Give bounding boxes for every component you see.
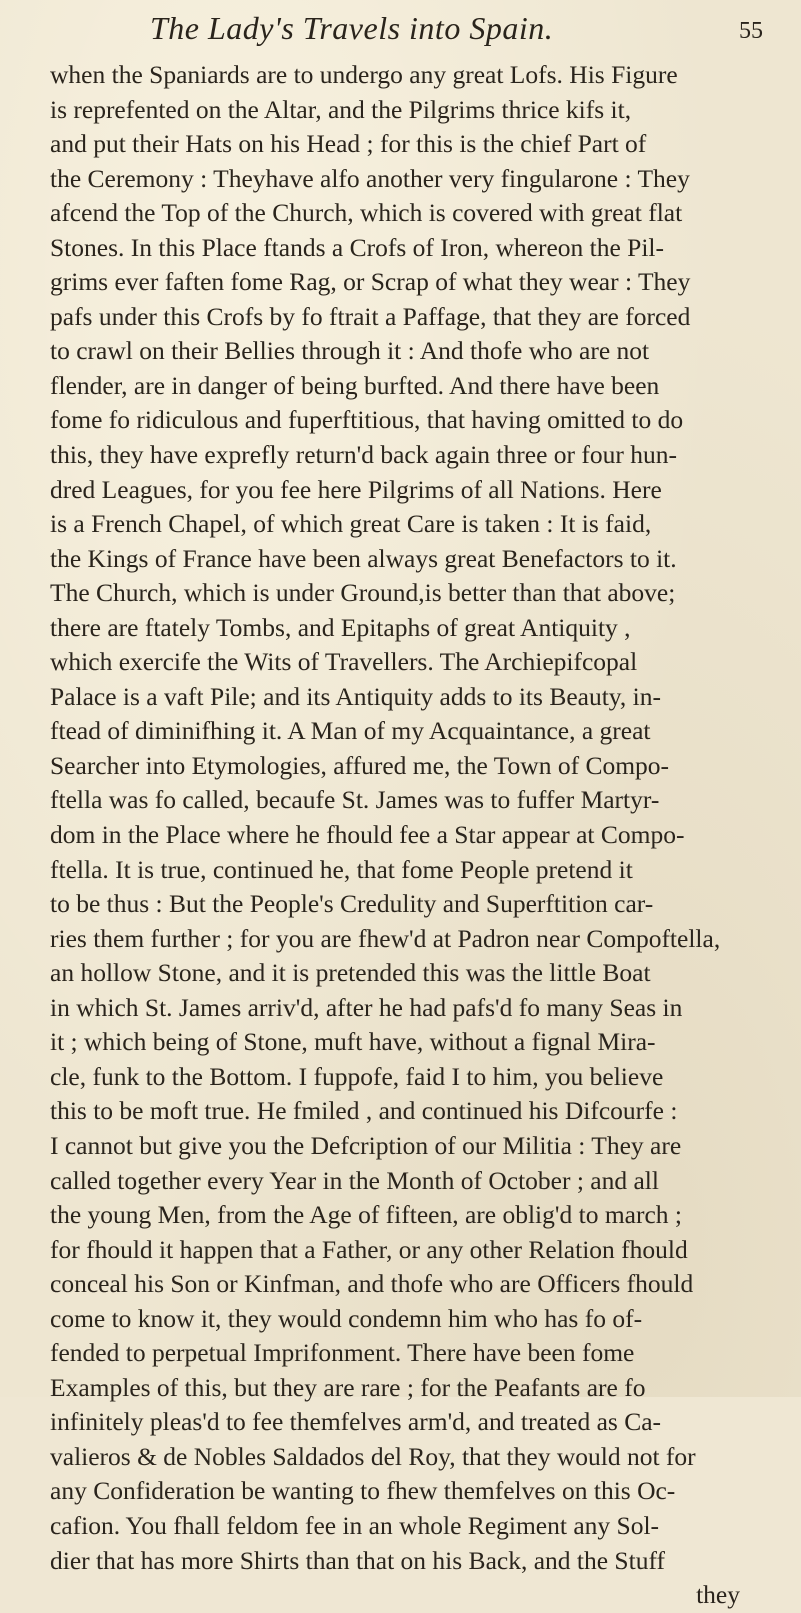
text-line: dred Leagues, for you fee here Pilgrims of all Nations. Here [50, 474, 662, 504]
text-line: grims ever faften fome Rag, or Scrap of what they wear : They [50, 267, 691, 297]
text-line: and put their Hats on his Head ; for this is the chief Part of [50, 129, 647, 159]
text-line: fended to perpetual Imprifonment. There have been fome [50, 1338, 635, 1368]
text-line: this, they have exprefly return'd back again three or four hun- [50, 440, 677, 470]
body-text [50, 58, 772, 1613]
text-line: afcend the Top of the Church, which is covered with great flat [50, 198, 683, 228]
text-line: any Confideration be wanting to fhew themfelves on this Oc- [50, 1476, 676, 1506]
text-line: for fhould it happen that a Father, or any other Relation fhould [50, 1234, 688, 1264]
text-line: pafs under this Crofs by fo ftrait a Paffage, that they are forced [50, 301, 691, 331]
text-line: the young Men, from the Age of fifteen, are oblig'd to march ; [50, 1200, 682, 1230]
text-line: ries them further ; for you are fhew'd at Padron near Compoftella, [50, 923, 721, 953]
text-line: Examples of this, but they are rare ; for the Peafants are fo [50, 1372, 646, 1402]
text-line: which exercife the Wits of Travellers. The Archiepifcopal [50, 647, 638, 677]
text-line: dier that has more Shirts than that on his Back, and the Stuff [50, 1545, 665, 1575]
text-line: Searcher into Etymologies, affured me, the Town of Compo- [50, 750, 670, 780]
text-line: I cannot but give you the Defcription of our Militia : They are [50, 1130, 682, 1160]
text-line: in which St. James arriv'd, after he had pafs'd fo many Seas in [50, 992, 683, 1022]
text-line: come to know it, they would condemn him who has fo of- [50, 1303, 643, 1333]
running-head: The Lady's Travels into Spain. [150, 10, 554, 46]
text-line: ftella was fo called, becaufe St. James was to fuffer Martyr- [50, 785, 660, 815]
text-line: conceal his Son or Kinfman, and thofe who are Officers fhould [50, 1269, 694, 1299]
text-line: there are ftately Tombs, and Epitaphs of great Antiquity , [50, 612, 631, 642]
text-line: fome fo ridiculous and fuperftitious, that having omitted to do [50, 405, 684, 435]
text-line: the Ceremony : Theyhave alfo another very fingularone : They [50, 163, 690, 193]
text-line: cle, funk to the Bottom. I fuppofe, faid I to him, you believe [50, 1061, 664, 1091]
text-line: to be thus : But the People's Credulity and Superftition car- [50, 889, 654, 919]
catchword: they [696, 1580, 740, 1610]
text-line: called together every Year in the Month of October ; and all [50, 1165, 659, 1195]
text-line: an hollow Stone, and it is pretended this was the little Boat [50, 958, 651, 988]
text-line: is reprefented on the Altar, and the Pilgrims thrice kifs it, [50, 94, 632, 124]
text-line: is a French Chapel, of which great Care is taken : It is faid, [50, 509, 652, 539]
text-line: valieros & de Nobles Saldados del Roy, that they would not for [50, 1441, 696, 1471]
text-line: this to be moft true. He fmiled , and continued his Difcourfe : [50, 1096, 678, 1126]
text-line: when the Spaniards are to undergo any great Lofs. His Figure [50, 60, 678, 89]
text-line: it ; which being of Stone, muft have, without a fignal Mira- [50, 1027, 656, 1057]
text-line: Stones. In this Place ftands a Crofs of Iron, whereon the Pil- [50, 232, 665, 262]
text-line: The Church, which is under Ground,is better than that above; [50, 578, 676, 608]
text-line: Palace is a vaft Pile; and its Antiquity adds to its Beauty, in- [50, 681, 661, 711]
text-line: ftella. It is true, continued he, that fome People pretend it [50, 854, 633, 884]
text-line: flender, are in danger of being burfted. And there have been [50, 370, 660, 400]
text-line: to crawl on their Bellies through it : And thofe who are not [50, 336, 650, 366]
text-line: cafion. You fhall feldom fee in an whole Regiment any Sol- [50, 1510, 660, 1540]
text-line: dom in the Place where he fhould fee a Star appear at Compo- [50, 820, 685, 850]
page-number: 55 [739, 18, 763, 44]
text-line: ftead of diminifhing it. A Man of my Acquaintance, a great [50, 716, 651, 746]
text-line: the Kings of France have been always great Benefactors to it. [50, 543, 677, 573]
text-line: infinitely pleas'd to fee themfelves arm'd, and treated as Ca- [50, 1407, 662, 1437]
